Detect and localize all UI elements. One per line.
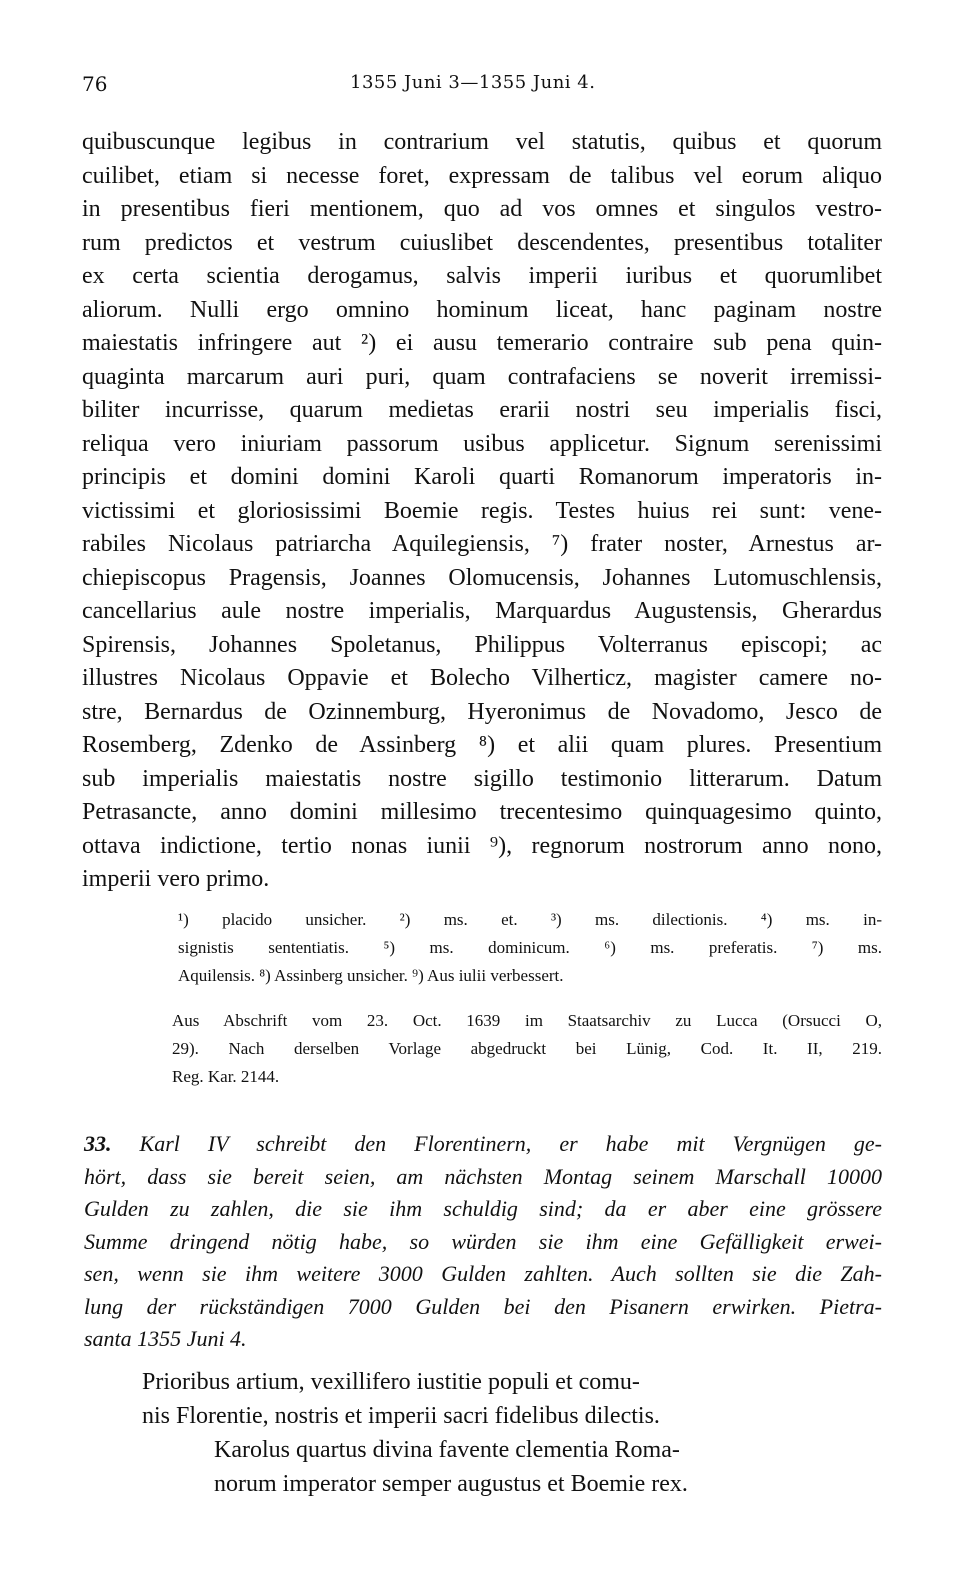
body-line: chiepiscopus Pragensis, Joannes Olomucensis, Johannes Lutomuschlensis, bbox=[82, 564, 882, 591]
body-line: aliorum. Nulli ergo omnino hominum liceat, hanc paginam nostre bbox=[82, 296, 882, 323]
body-line: ottava indictione, tertio nonas iunii ⁹), regnorum nostrorum anno nono, bbox=[82, 832, 882, 859]
body-line: maiestatis infringere aut ²) ei ausu temerario contraire sub pena quin- bbox=[82, 330, 882, 356]
body-line: stre, Bernardus de Ozinnemburg, Hyeronimus de Novadomo, Jesco de bbox=[82, 698, 882, 725]
address-line: norum imperator semper augustus et Boemie rex. bbox=[214, 1471, 688, 1497]
source-note-line: Aus Abschrift vom 23. Oct. 1639 im Staatsarchiv zu Lucca (Orsucci O, bbox=[172, 1011, 882, 1030]
letter-address bbox=[142, 1365, 882, 1501]
regest-summary bbox=[84, 1128, 882, 1356]
body-line: imperii vero primo. bbox=[82, 866, 270, 892]
body-line: rum predictos et vestrum cuiuslibet descendentes, presentibus totaliter bbox=[82, 229, 882, 256]
document-number: 33. bbox=[84, 1131, 112, 1156]
page-number: 76 bbox=[82, 72, 108, 96]
body-line: in presentibus fieri mentionem, quo ad vos omnes et singulos vestro- bbox=[82, 196, 882, 222]
body-line: victissimi et gloriosissimi Boemie regis. Testes huius rei sunt: vene- bbox=[82, 497, 882, 524]
body-line: rabiles Nicolaus patriarcha Aquilegiensis, ⁷) frater noster, Arnestus ar- bbox=[82, 531, 882, 557]
regest-line: sen, wenn sie ihm weitere 3000 Gulden zahlten. Auch sollten sie die Zah- bbox=[84, 1261, 882, 1286]
body-line: principis et domini domini Karoli quarti Romanorum imperatoris in- bbox=[82, 464, 882, 490]
body-line: quibuscunque legibus in contrarium vel statutis, quibus et quorum bbox=[82, 129, 882, 155]
regest-line: lung der rückständigen 7000 Gulden bei den Pisanern erwirken. Pietra- bbox=[84, 1293, 882, 1319]
page-header bbox=[82, 72, 882, 104]
regest-line-text: Karl IV schreibt den Florentinern, er habe mit Vergnügen ge- bbox=[139, 1131, 882, 1156]
running-head: 1355 Juni 3—1355 Juni 4. bbox=[350, 72, 596, 93]
regest-line bbox=[84, 1128, 882, 1161]
footnote-line: Aquilensis. ⁸) Assinberg unsicher. ⁹) Aus iulii verbessert. bbox=[178, 966, 564, 985]
body-line: Petrasancte, anno domini millesimo trecentesimo quinquagesimo quinto, bbox=[82, 799, 882, 825]
document-body-text bbox=[82, 126, 882, 897]
body-line: ex certa scientia derogamus, salvis imperii iuribus et quorumlibet bbox=[82, 263, 882, 289]
body-line: Rosemberg, Zdenko de Assinberg ⁸) et alii quam plures. Presentium bbox=[82, 732, 882, 758]
body-line: Spirensis, Johannes Spoletanus, Philippus Volterranus episcopi; ac bbox=[82, 631, 882, 658]
body-line: biliter incurrisse, quarum medietas erarii nostri seu imperialis fisci, bbox=[82, 397, 882, 423]
regest-line: santa 1355 Juni 4. bbox=[84, 1326, 247, 1351]
body-line: cancellarius aule nostre imperialis, Marquardus Augustensis, Gherardus bbox=[82, 598, 882, 624]
body-line: sub imperialis maiestatis nostre sigillo testimonio litterarum. Datum bbox=[82, 765, 882, 792]
footnotes bbox=[178, 906, 882, 990]
regest-line: hört, dass sie bereit seien, am nächsten Montag seinem Marschall 10000 bbox=[84, 1163, 882, 1189]
regest-line: Summe dringend nötig habe, so würden sie ihm eine Gefälligkeit erwei- bbox=[84, 1228, 882, 1254]
source-note bbox=[172, 1007, 882, 1091]
body-line: cuilibet, etiam si necesse foret, expressam de talibus vel eorum aliquo bbox=[82, 162, 882, 189]
address-line: nis Florentie, nostris et imperii sacri fidelibus dilectis. bbox=[142, 1403, 660, 1429]
body-line: quaginta marcarum auri puri, quam contrafaciens se noverit irremissi- bbox=[82, 363, 882, 390]
address-line: Prioribus artium, vexillifero iustitie populi et comu- bbox=[142, 1369, 640, 1395]
source-note-line: 29). Nach derselben Vorlage abgedruckt bei Lünig, Cod. It. II, 219. bbox=[172, 1039, 882, 1058]
body-line: illustres Nicolaus Oppavie et Bolecho Vilherticz, magister camere no- bbox=[82, 665, 882, 691]
footnote-line: signistis sententiatis. ⁵) ms. dominicum. ⁶) ms. preferatis. ⁷) ms. bbox=[178, 938, 882, 957]
footnote-line: ¹) placido unsicher. ²) ms. et. ³) ms. dilectionis. ⁴) ms. in- bbox=[178, 910, 882, 929]
regest-line: Gulden zu zahlen, die sie ihm schuldig sind; da er aber eine grössere bbox=[84, 1196, 882, 1221]
source-note-line: Reg. Kar. 2144. bbox=[172, 1067, 280, 1086]
address-line: Karolus quartus divina favente clementia Roma- bbox=[214, 1437, 680, 1463]
body-line: reliqua vero iniuriam passorum usibus applicetur. Signum serenissimi bbox=[82, 430, 882, 457]
